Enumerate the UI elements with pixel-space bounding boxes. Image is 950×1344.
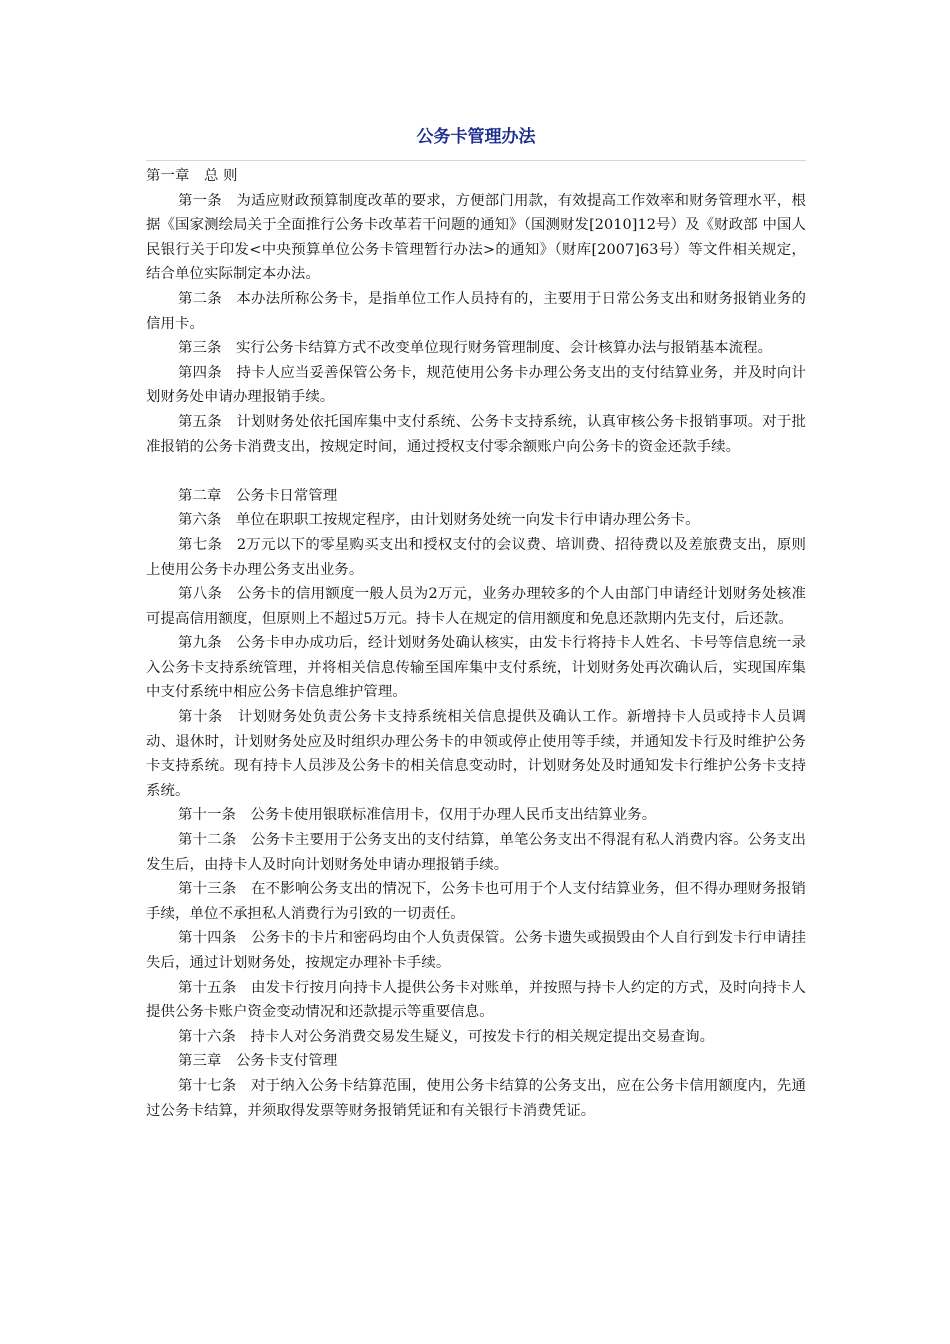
article-paragraph: 第十三条 在不影响公务支出的情况下，公务卡也可用于个人支付结算业务，但不得办理财务报销手续，单位不承担私人消费行为引致的一切责任。 bbox=[146, 881, 806, 922]
blank-line bbox=[146, 459, 806, 484]
article-paragraph: 第九条 公务卡申办成功后，经计划财务处确认核实，由发卡行将持卡人姓名、卡号等信息统一录入公务卡支持系统管理，并将相关信息传输至国库集中支付系统，计划财务处再次确认后，实现国库集中支付系统中相应公务卡信息维护管理。 bbox=[146, 635, 806, 701]
article-paragraph: 第十六条 持卡人对公务消费交易发生疑义，可按发卡行的相关规定提出交易查询。 bbox=[178, 1028, 715, 1045]
title-divider bbox=[146, 160, 806, 161]
article-paragraph: 第十四条 公务卡的卡片和密码均由个人负责保管。公务卡遗失或损毁由个人自行到发卡行申请挂失后，通过计划财务处，按规定办理补卡手续。 bbox=[146, 930, 806, 971]
article-paragraph: 第四条 持卡人应当妥善保管公务卡，规范使用公务卡办理公务支出的支付结算业务，并及时向计划财务处申请办理报销手续。 bbox=[146, 364, 806, 406]
article-paragraph: 第七条 2万元以下的零星购买支出和授权支付的会议费、培训费、招待费以及差旅费支出，原则上使用公务卡办理公务支出业务。 bbox=[146, 536, 806, 578]
article-paragraph: 第六条 单位在职职工按规定程序，由计划财务处统一向发卡行申请办理公务卡。 bbox=[178, 512, 700, 529]
article-paragraph: 第十五条 由发卡行按月向持卡人提供公务卡对账单，并按照与持卡人约定的方式，及时向持卡人提供公务卡账户资金变动情况和还款提示等重要信息。 bbox=[146, 979, 806, 1021]
article-paragraph: 第十二条 公务卡主要用于公务支出的支付结算，单笔公务支出不得混有私人消费内容。公务支出发生后，由持卡人及时向计划财务处申请办理报销手续。 bbox=[146, 832, 806, 873]
article-paragraph: 第一条 为适应财政预算制度改革的要求，方便部门用款，有效提高工作效率和财务管理水平，根据《国家测绘局关于全面推行公务卡改革若干问题的通知》（国测财发[2010]12号）及《财政部 中国人民银行关于印发<中央预算单位公务卡管理暂行办法>的通知》（财库[2007]63号）等文件相关规定，结合单位实际制定本办法。 bbox=[146, 192, 806, 283]
article-paragraph: 第五条 计划财务处依托国库集中支付系统、公务卡支持系统，认真审核公务卡报销事项。对于批准报销的公务卡消费支出，按规定时间，通过授权支付零余额账户向公务卡的资金还款手续。 bbox=[146, 413, 806, 455]
chapter-heading: 第三章 公务卡支付管理 bbox=[178, 1053, 338, 1070]
chapter-heading: 第二章 公务卡日常管理 bbox=[178, 487, 338, 504]
article-paragraph: 第十七条 对于纳入公务卡结算范围，使用公务卡结算的公务支出，应在公务卡信用额度内，先通过公务卡结算，并须取得发票等财务报销凭证和有关银行卡消费凭证。 bbox=[146, 1077, 806, 1119]
article-paragraph: 第二条 本办法所称公务卡，是指单位工作人员持有的，主要用于日常公务支出和财务报销业务的信用卡。 bbox=[146, 290, 806, 332]
article-paragraph: 第三条 实行公务卡结算方式不改变单位现行财务管理制度、会计核算办法与报销基本流程。 bbox=[178, 340, 773, 357]
article-paragraph: 第八条 公务卡的信用额度一般人员为2万元，业务办理较多的个人由部门申请经计划财务处核准可提高信用额度，但原则上不超过5万元。持卡人在规定的信用额度和免息还款期内先支付，后还款。 bbox=[146, 586, 806, 627]
article-paragraph: 第十条 计划财务处负责公务卡支持系统相关信息提供及确认工作。新增持卡人员或持卡人员调动、退休时，计划财务处应及时组织办理公务卡的申领或停止使用等手续，并通知发卡行及时维护公务卡支持系统。现有持卡人员涉及公务卡的相关信息变动时，计划财务处及时通知发卡行维护公务卡支持系统。 bbox=[146, 709, 806, 799]
article-paragraph: 第十一条 公务卡使用银联标准信用卡，仅用于办理人民币支出结算业务。 bbox=[178, 807, 657, 824]
chapter-heading: 第一章 总 则 bbox=[146, 168, 238, 184]
document-body bbox=[146, 164, 806, 1123]
document-title: 公务卡管理办法 bbox=[416, 127, 536, 147]
